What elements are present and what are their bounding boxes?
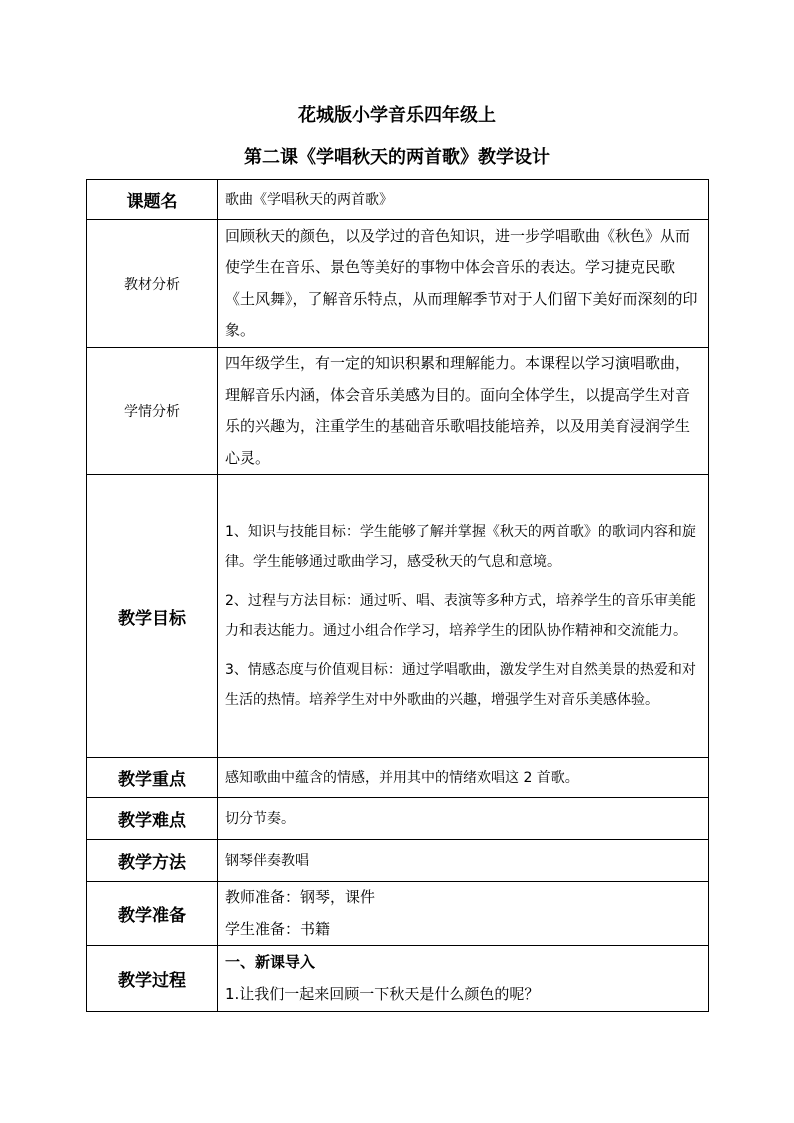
method-value: 钢琴伴奏教唱 xyxy=(218,840,709,882)
lesson-plan-table xyxy=(86,179,709,1012)
table-row-prep xyxy=(87,882,709,946)
goals-label: 教学目标 xyxy=(87,475,218,758)
goal-item-2: 2、过程与方法目标：通过听、唱、表演等多种方式，培养学生的音乐审美能力和表达能力。通过小组合作学习，培养学生的团队协作精神和交流能力。 xyxy=(225,593,696,639)
table-row-students xyxy=(87,348,709,475)
keypoint-value: 感知歌曲中蕴含的情感，并用其中的情绪欢唱这 2 首歌。 xyxy=(218,758,709,798)
table-row-topic xyxy=(87,180,709,220)
goal-item-3: 3、情感态度与价值观目标：通过学唱歌曲，激发学生对自然美景的热爱和对生活的热情。培养学生对中外歌曲的兴趣，增强学生对音乐美感体验。 xyxy=(225,662,696,708)
prep-teacher: 教师准备：钢琴，课件 xyxy=(225,888,376,906)
process-value xyxy=(218,946,709,1012)
table-row-process xyxy=(87,946,709,1012)
topic-label: 课题名 xyxy=(87,180,218,220)
process-line-1: 1.让我们一起来回顾一下秋天是什么颜色的呢？ xyxy=(225,984,540,1003)
goals-value xyxy=(218,475,709,758)
material-label: 教材分析 xyxy=(87,220,218,348)
document-subtitle: 第二课《学唱秋天的两首歌》教学设计 xyxy=(244,147,550,168)
prep-value xyxy=(218,882,709,946)
keypoint-label: 教学重点 xyxy=(87,758,218,798)
students-value: 四年级学生，有一定的知识积累和理解能力。本课程以学习演唱歌曲，理解音乐内涵，体会音乐美感为目的。面向全体学生，以提高学生对音乐的兴趣为，注重学生的基础音乐歌唱技能培养，以及用美育浸润学生心灵。 xyxy=(218,348,709,475)
material-value: 回顾秋天的颜色，以及学过的音色知识，进一步学唱歌曲《秋色》从而使学生在音乐、景色等美好的事物中体会音乐的表达。学习捷克民歌《土风舞》，了解音乐特点，从而理解季节对于人们留下美好而深刻的印象。 xyxy=(218,220,709,348)
topic-value: 歌曲《学唱秋天的两首歌》 xyxy=(218,180,709,220)
process-label: 教学过程 xyxy=(87,946,218,1012)
table-row-material xyxy=(87,220,709,348)
difficulty-value: 切分节奏。 xyxy=(218,798,709,840)
process-heading: 一、新课导入 xyxy=(225,953,316,971)
table-row-keypoint xyxy=(87,758,709,798)
students-label: 学情分析 xyxy=(87,348,218,475)
table-row-difficulty xyxy=(87,798,709,840)
document-title: 花城版小学音乐四年级上 xyxy=(298,105,496,126)
table-row-method xyxy=(87,840,709,882)
goal-item-1: 1、知识与技能目标：学生能够了解并掌握《秋天的两首歌》的歌词内容和旋律。学生能够通过歌曲学习，感受秋天的气息和意境。 xyxy=(225,524,696,570)
difficulty-label: 教学难点 xyxy=(87,798,218,840)
prep-label: 教学准备 xyxy=(87,882,218,946)
table-row-goals xyxy=(87,475,709,758)
prep-student: 学生准备：书籍 xyxy=(225,919,331,938)
method-label: 教学方法 xyxy=(87,840,218,882)
